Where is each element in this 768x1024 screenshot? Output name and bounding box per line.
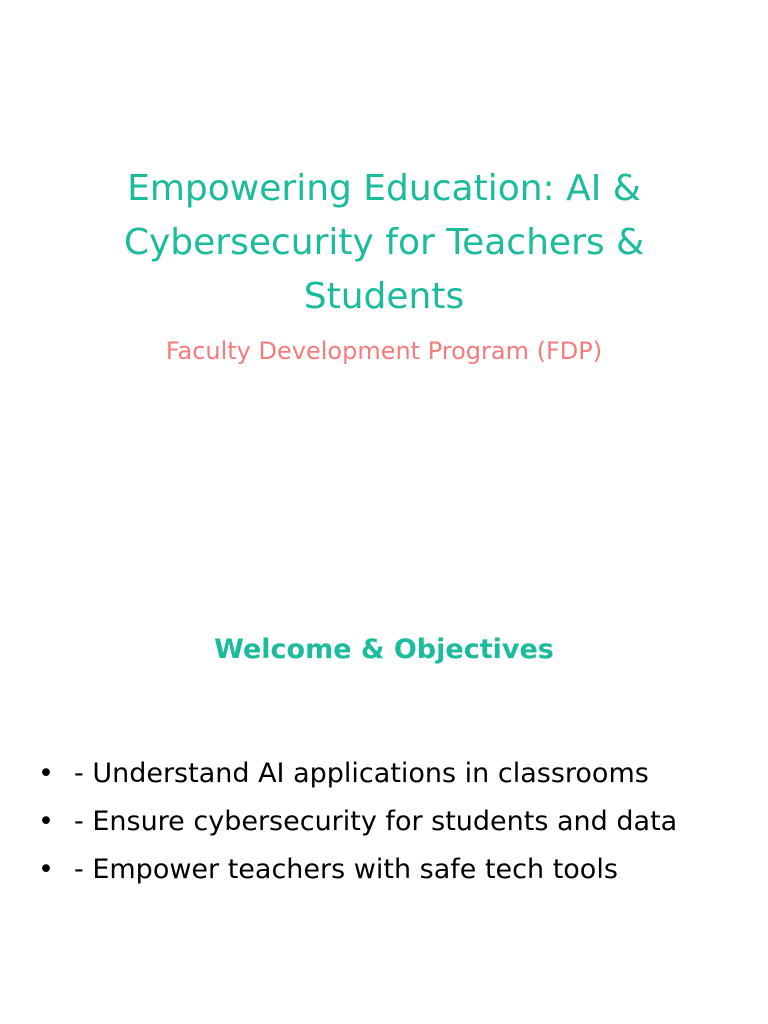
list-item-text: - Understand AI applications in classrooms: [74, 758, 649, 789]
bullet-icon: •: [38, 806, 54, 837]
bullet-icon: •: [38, 854, 54, 885]
list-item-text: - Empower teachers with safe tech tools: [74, 854, 618, 885]
slide-subtitle: Faculty Development Program (FDP): [165, 337, 603, 365]
bullet-icon: •: [38, 758, 54, 789]
list-item-text: - Ensure cybersecurity for students and data: [74, 806, 678, 837]
slide-title: Empowering Education: AI & Cybersecurity for Teachers & Students: [123, 168, 645, 317]
list-item: [38, 750, 738, 798]
list-item: [38, 846, 738, 894]
list-item: [38, 798, 738, 846]
section-title: Welcome & Objectives: [214, 634, 554, 665]
objectives-slide: [0, 512, 768, 1024]
objectives-list: [38, 750, 738, 894]
